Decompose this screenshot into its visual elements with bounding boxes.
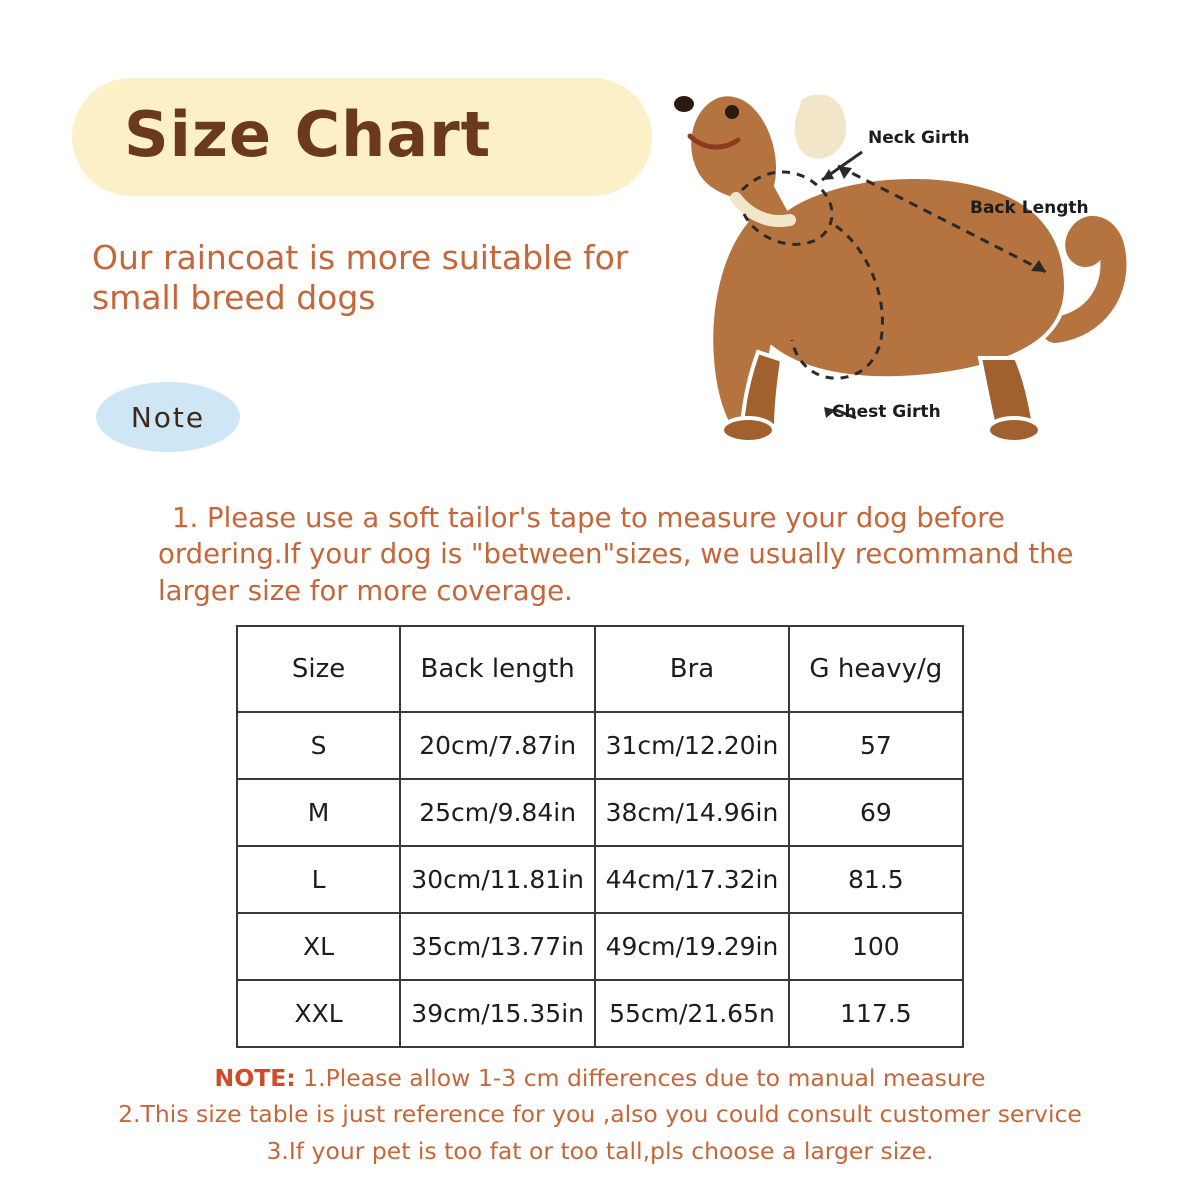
cell-size: S [237, 712, 400, 779]
column-header-g-heavy: G heavy/g [789, 626, 963, 712]
subtitle-text: Our raincoat is more suitable for small breed dogs [92, 238, 629, 318]
footer-notes [0, 1060, 1200, 1169]
column-header-back-length: Back length [400, 626, 595, 712]
size-table-wrapper [236, 625, 964, 1048]
footer-note-keyword: NOTE: [214, 1064, 296, 1092]
footer-line-2: 2.This size table is just reference for you ,also you could consult customer service [118, 1100, 1082, 1129]
cell-g-heavy: 69 [789, 779, 963, 846]
table-row [237, 980, 963, 1047]
cell-back-length: 20cm/7.87in [400, 712, 595, 779]
page-title: Size Chart [124, 98, 492, 171]
table-header-row [237, 626, 963, 712]
label-chest-girth: Chest Girth [832, 402, 941, 422]
cell-size: L [237, 846, 400, 913]
table-row [237, 913, 963, 980]
cell-g-heavy: 117.5 [789, 980, 963, 1047]
measuring-instructions: 1. Please use a soft tailor's tape to measure your dog before ordering.If your dog is "between"sizes, we usually recommand the larger size for more coverage. [158, 502, 1074, 607]
cell-bra: 49cm/19.29in [595, 913, 789, 980]
cell-bra: 55cm/21.65n [595, 980, 789, 1047]
footer-line-1-rest: 1.Please allow 1-3 cm differences due to manual measure [295, 1064, 986, 1092]
table-row [237, 712, 963, 779]
cell-back-length: 25cm/9.84in [400, 779, 595, 846]
cell-back-length: 30cm/11.81in [400, 846, 595, 913]
cell-size: XXL [237, 980, 400, 1047]
cell-g-heavy: 81.5 [789, 846, 963, 913]
label-back-length: Back Length [970, 198, 1089, 218]
column-header-size: Size [237, 626, 400, 712]
cell-g-heavy: 57 [789, 712, 963, 779]
dog-illustration [650, 40, 1170, 480]
label-neck-girth: Neck Girth [868, 128, 970, 148]
note-badge-label: Note [130, 400, 206, 434]
cell-size: XL [237, 913, 400, 980]
size-table [236, 625, 964, 1048]
footer-line-1 [0, 1060, 1200, 1096]
cell-size: M [237, 779, 400, 846]
cell-bra: 31cm/12.20in [595, 712, 789, 779]
cell-g-heavy: 100 [789, 913, 963, 980]
table-row [237, 779, 963, 846]
column-header-bra: Bra [595, 626, 789, 712]
cell-bra: 44cm/17.32in [595, 846, 789, 913]
cell-back-length: 39cm/15.35in [400, 980, 595, 1047]
footer-line-3: 3.If your pet is too fat or too tall,pls choose a larger size. [266, 1136, 934, 1165]
cell-bra: 38cm/14.96in [595, 779, 789, 846]
cell-back-length: 35cm/13.77in [400, 913, 595, 980]
table-row [237, 846, 963, 913]
